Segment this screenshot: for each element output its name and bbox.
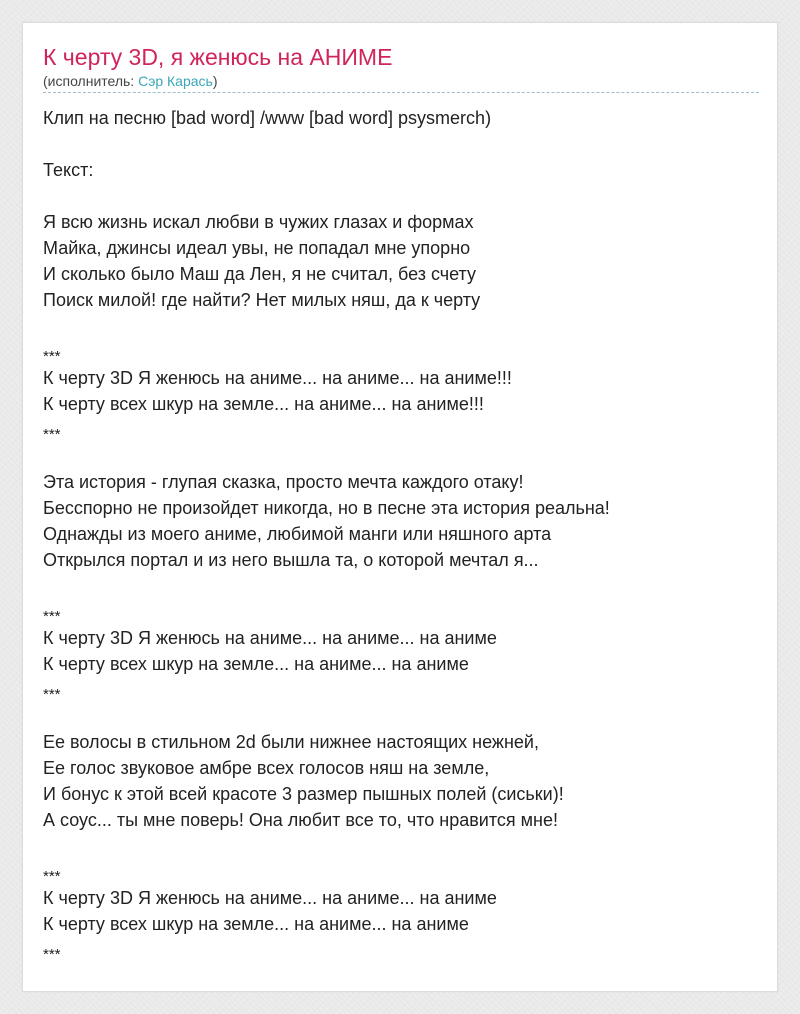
chorus-marker: *** <box>43 868 61 885</box>
chorus-marker: *** <box>43 608 61 625</box>
lyric-line: Однажды из моего аниме, любимой манги или няшного арта <box>43 524 552 544</box>
lyric-line: К черту 3D Я женюсь на аниме... на аниме... на аниме <box>43 888 497 908</box>
lyric-line: Я всю жизнь искал любви в чужих глазах и формах <box>43 212 474 232</box>
blank-line <box>43 131 759 157</box>
lyric-line: Майка, джинсы идеал увы, не попадал мне упорно <box>43 238 471 258</box>
chorus-marker: *** <box>43 348 61 365</box>
lyric-line: Ее голос звуковое амбре всех голосов няш на земле, <box>43 758 490 778</box>
lyric-line: Поиск милой! где найти? Нет милых няш, да к черту <box>43 290 481 310</box>
lyric-line: А соус... ты мне поверь! Она любит все то, что нравится мне! <box>43 810 558 830</box>
blank-line <box>43 443 759 469</box>
lyric-line: К черту всех шкур на земле... на аниме... на аниме!!! <box>43 394 484 414</box>
lyric-line: К черту 3D Я женюсь на аниме... на аниме... на аниме!!! <box>43 368 512 388</box>
song-header <box>43 44 759 93</box>
blank-line <box>43 833 759 859</box>
verse-1 <box>43 209 759 313</box>
chorus-marker: *** <box>43 426 61 443</box>
text-label: Текст: <box>43 160 94 180</box>
lyric-line: Открылся портал и из него вышла та, о которой мечтал я... <box>43 550 539 570</box>
verse-3 <box>43 729 759 833</box>
chorus-2 <box>43 599 759 703</box>
lyric-line: Бесспорно не произойдет никогда, но в песне эта история реальна! <box>43 498 610 518</box>
lyrics-text <box>43 105 759 963</box>
blank-line <box>43 183 759 209</box>
chorus-3 <box>43 859 759 963</box>
lyrics-card <box>22 22 778 992</box>
performer-line <box>43 72 759 90</box>
song-title: К черту 3D, я женюсь на АНИМЕ <box>43 44 393 70</box>
performer-link[interactable]: Сэр Карась <box>138 73 213 89</box>
chorus-1 <box>43 339 759 443</box>
chorus-marker: *** <box>43 946 61 963</box>
lyric-line: Эта история - глупая сказка, просто мечта каждого отаку! <box>43 472 524 492</box>
lyric-line: И бонус к этой всей красоте 3 размер пышных полей (сиськи)! <box>43 784 564 804</box>
lyric-line: Ее волосы в стильном 2d были нижнее настоящих нежней, <box>43 732 539 752</box>
blank-line <box>43 573 759 599</box>
lyric-line: К черту всех шкур на земле... на аниме... на аниме <box>43 654 469 674</box>
performer-suffix: ) <box>212 73 218 89</box>
lyric-line: И сколько было Маш да Лен, я не считал, без счету <box>43 264 476 284</box>
lyric-line: К черту всех шкур на земле... на аниме... на аниме <box>43 914 469 934</box>
intro-line: Клип на песню [bad word] /www [bad word] psysmerch) <box>43 108 492 128</box>
blank-line <box>43 313 759 339</box>
chorus-marker: *** <box>43 686 61 703</box>
performer-prefix: (исполнитель: <box>43 73 139 89</box>
blank-line <box>43 703 759 729</box>
verse-2 <box>43 469 759 573</box>
lyric-line: К черту 3D Я женюсь на аниме... на аниме... на аниме <box>43 628 497 648</box>
